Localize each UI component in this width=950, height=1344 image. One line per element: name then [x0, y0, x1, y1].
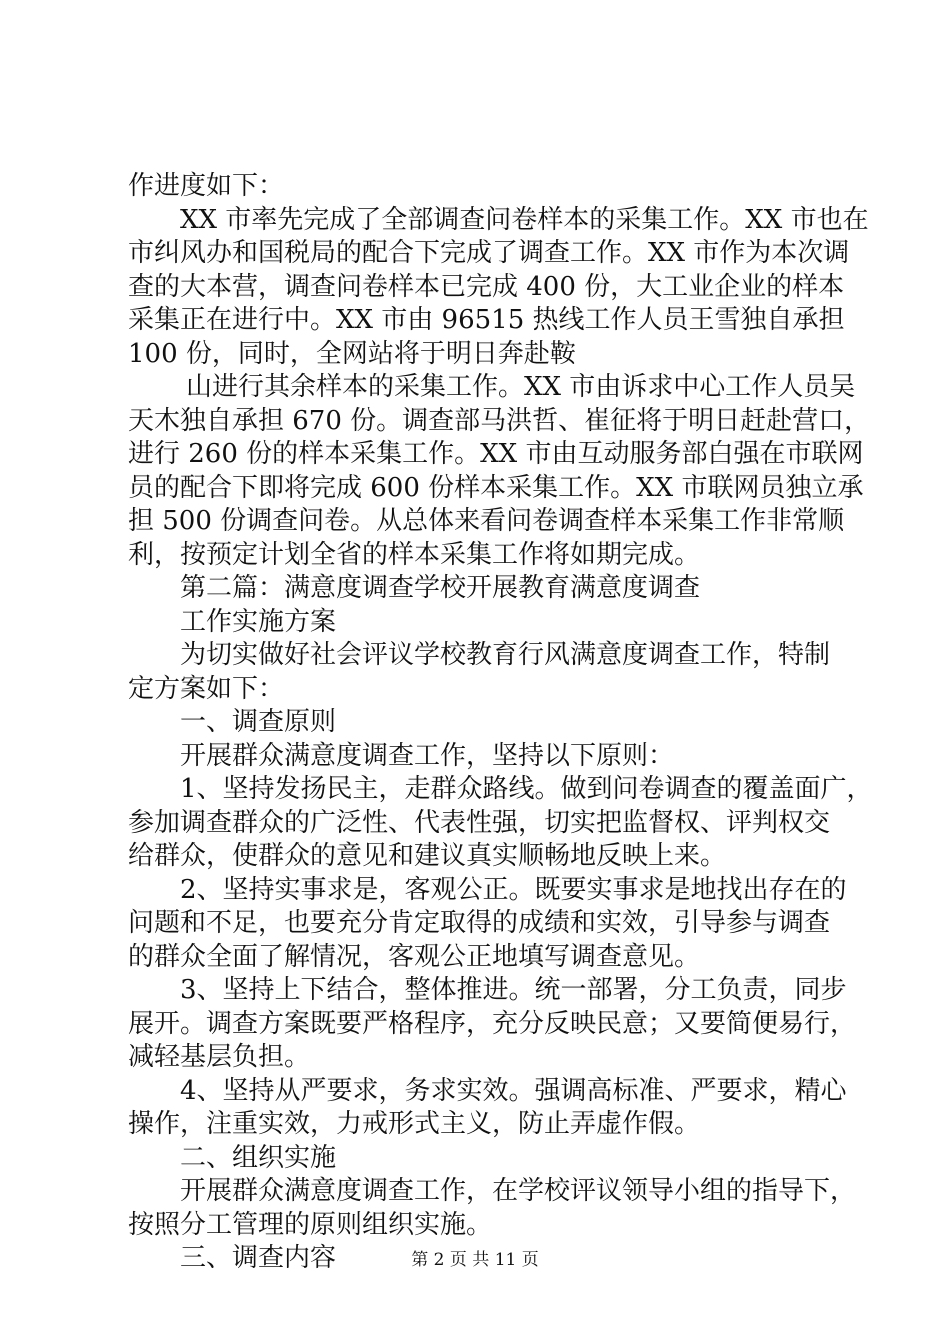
- text-line: 展开。调查方案既要严格程序，充分反映民意；又要简便易行，: [128, 1008, 857, 1039]
- text-line: 4、坚持从严要求，务求实效。强调高标准、严要求，精心: [180, 1075, 847, 1106]
- text-line: 参加调查群众的广泛性、代表性强，切实把监督权、评判权交: [128, 807, 831, 838]
- text-line: 给群众，使群众的意见和建议真实顺畅地反映上来。: [128, 841, 727, 871]
- text-line: 100 份，同时，全网站将于明日奔赴鞍: [128, 338, 576, 369]
- text-line: 开展群众满意度调查工作，坚持以下原则：: [180, 740, 675, 771]
- section-heading: 第二篇：满意度调查学校开展教育满意度调查: [180, 573, 701, 603]
- text-line: 进行 260 份的样本采集工作。XX 市由互动服务部白强在市联网: [128, 439, 864, 469]
- text-line: 山进行其余样本的采集工作。XX 市由诉求中心工作人员吴: [186, 372, 856, 402]
- subsection-heading: 一、调查原则: [180, 707, 337, 737]
- text-line: 减轻基层负担。: [128, 1042, 311, 1072]
- text-line: 问题和不足，也要充分肯定取得的成绩和实效，引导参与调查: [128, 908, 831, 938]
- text-line: 定方案如下：: [128, 673, 285, 704]
- text-line: 担 500 份调查问卷。从总体来看问卷调查样本采集工作非常顺: [128, 506, 845, 536]
- body-text: [128, 170, 873, 1276]
- text-line: 天木独自承担 670 份。调查部马洪哲、崔征将于明日赶赴营口，: [128, 405, 871, 436]
- text-line: 员的配合下即将完成 600 份样本采集工作。XX 市联网员独立承: [128, 472, 864, 503]
- text-line: 查的大本营，调查问卷样本已完成 400 份，大工业企业的样本: [128, 271, 845, 302]
- text-line: 利，按预定计划全省的样本采集工作将如期完成。: [128, 539, 701, 570]
- subsection-heading: 二、组织实施: [180, 1142, 337, 1173]
- text-line: 的群众全面了解情况，客观公正地填写调查意见。: [128, 941, 701, 972]
- text-line: 3、坚持上下结合，整体推进。统一部署，分工负责，同步: [180, 975, 847, 1005]
- subsection-heading: 三、调查内容: [180, 1243, 337, 1273]
- page-number-footer: 第 2 页 共 11 页: [411, 1250, 539, 1270]
- section-heading: 工作实施方案: [180, 606, 337, 637]
- text-line: 操作，注重实效，力戒形式主义，防止弄虚作假。: [128, 1109, 701, 1139]
- text-line: 1、坚持发扬民主，走群众路线。做到问卷调查的覆盖面广，: [180, 774, 873, 804]
- text-line: 2、坚持实事求是，客观公正。既要实事求是地找出存在的: [180, 874, 847, 905]
- text-line: 市纠风办和国税局的配合下完成了调查工作。XX 市作为本次调: [128, 238, 850, 268]
- text-line: 作进度如下：: [128, 171, 285, 201]
- text-line: 为切实做好社会评议学校教育行风满意度调查工作，特制: [180, 640, 831, 670]
- text-line: 按照分工管理的原则组织实施。: [128, 1209, 493, 1240]
- text-line: 采集正在进行中。XX 市由 96515 热线工作人员王雪独自承担: [128, 305, 845, 335]
- text-line: XX 市率先完成了全部调查问卷样本的采集工作。XX 市也在: [180, 204, 869, 235]
- text-line: 开展群众满意度调查工作，在学校评议领导小组的指导下，: [180, 1176, 857, 1206]
